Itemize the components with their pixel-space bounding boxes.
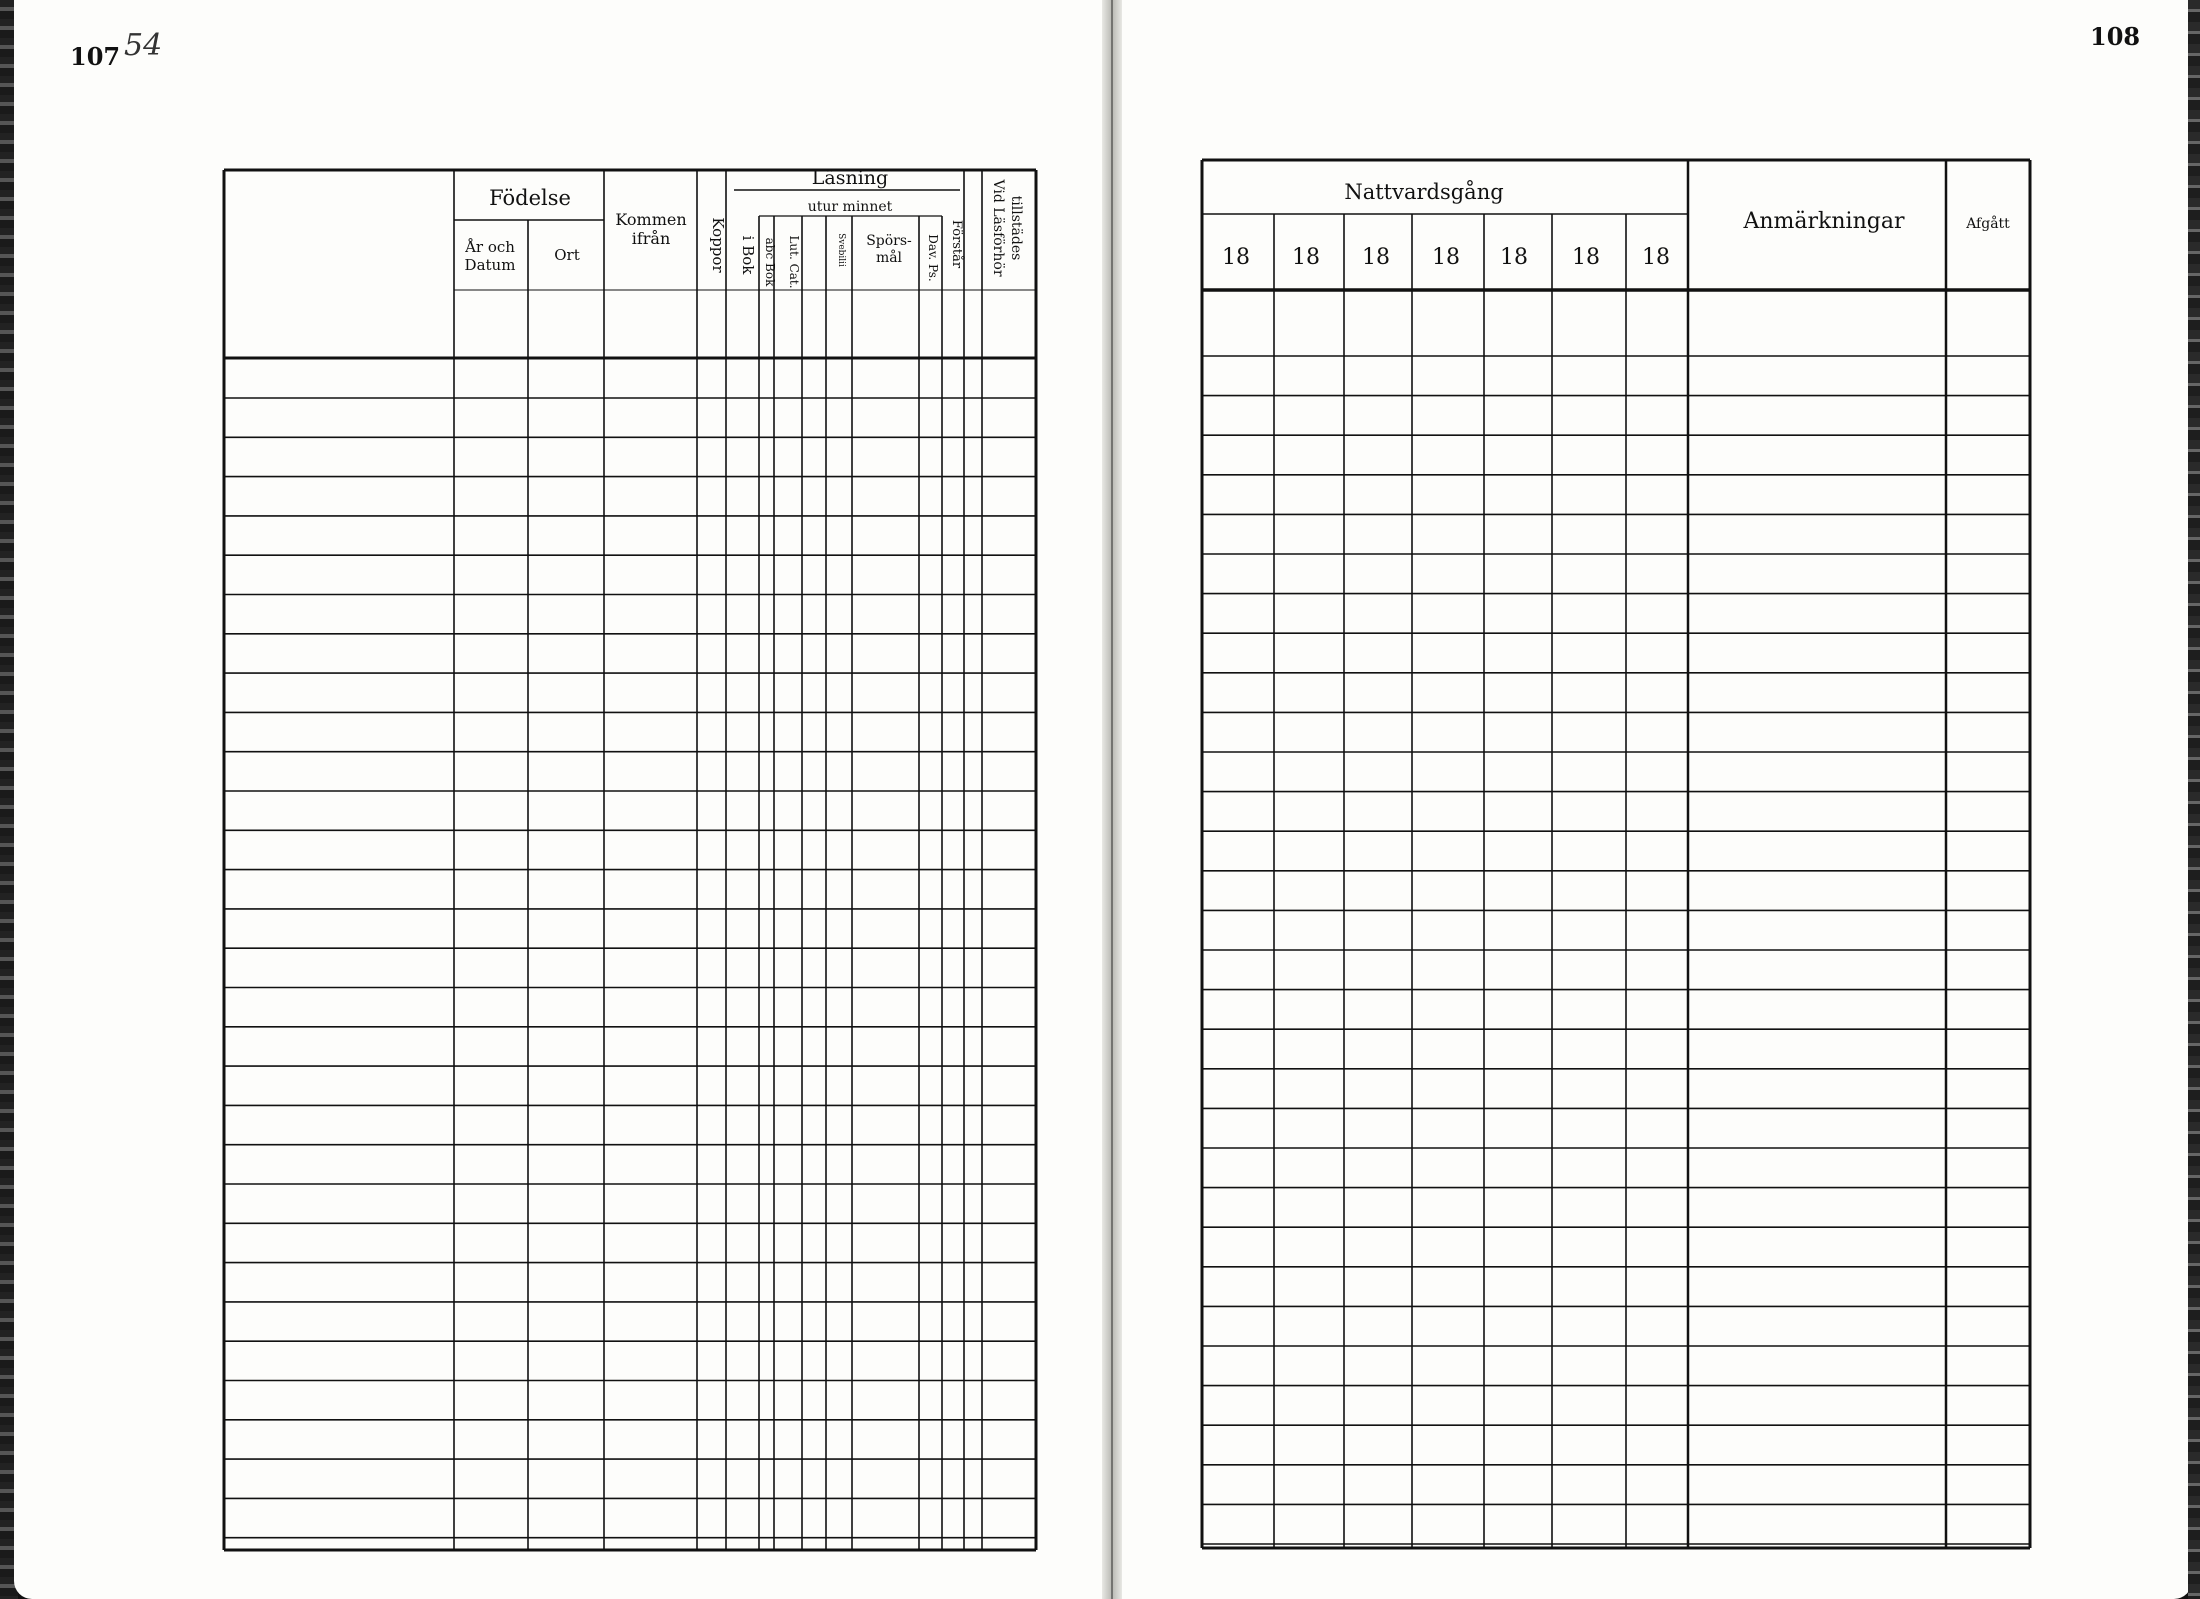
header-year-18: 18 (1362, 245, 1390, 270)
book-spine (1102, 0, 1122, 1599)
header-year-18: 18 (1572, 245, 1600, 270)
page-number-left: 107 (70, 42, 121, 71)
header-utur-minnet: utur minnet (807, 199, 893, 215)
header-year-18: 18 (1642, 245, 1670, 270)
page-number-right: 108 (2090, 22, 2141, 51)
header-year-18: 18 (1292, 245, 1320, 270)
header-sporsmal-line2: mål (875, 250, 903, 266)
right-page (1122, 0, 2192, 1599)
header-anmarkningar: Anmärkningar (1743, 209, 1905, 234)
header-fodelse: Födelse (489, 186, 571, 210)
book-edge-right (2188, 0, 2200, 1599)
header-year-18: 18 (1432, 245, 1460, 270)
header-vid-lasforhor-line2: tillstädes (1008, 195, 1024, 261)
left-page (14, 0, 1102, 1599)
header-kommen-line2: ifrån (631, 229, 671, 248)
header-dav-ps: Dav. Ps. (926, 234, 940, 282)
header-afgatt: Afgått (1966, 216, 2010, 232)
header-vid-lasforhor-line1: Vid Läsförhör (990, 179, 1006, 277)
header-sporsmal-line1: Spörs- (866, 233, 912, 249)
header-svebilii: Svebilii (836, 233, 846, 267)
header-kommen-line1: Kommen (615, 210, 687, 229)
header-lut-cat: Lut. Cat. (787, 235, 801, 289)
handwritten-folio-number: 54 (124, 28, 163, 63)
left-register-grid (14, 0, 1102, 1599)
header-abc-bok: abc Bok (763, 237, 777, 287)
header-i-bok: i Bok (739, 235, 757, 275)
header-ar-och-datum-line2: Datum (464, 256, 516, 274)
header-ort: Ort (554, 246, 580, 264)
header-nattvardsgang: Nattvardsgång (1344, 180, 1504, 204)
header-year-18: 18 (1500, 245, 1528, 270)
right-register-grid (1122, 0, 2192, 1599)
header-forstar: Förstår (949, 219, 964, 269)
header-ar-och-datum-line1: År och (465, 238, 515, 256)
header-koppor: Koppor (709, 217, 727, 273)
header-lasning: Läsning (811, 167, 889, 189)
header-year-18: 18 (1222, 245, 1250, 270)
